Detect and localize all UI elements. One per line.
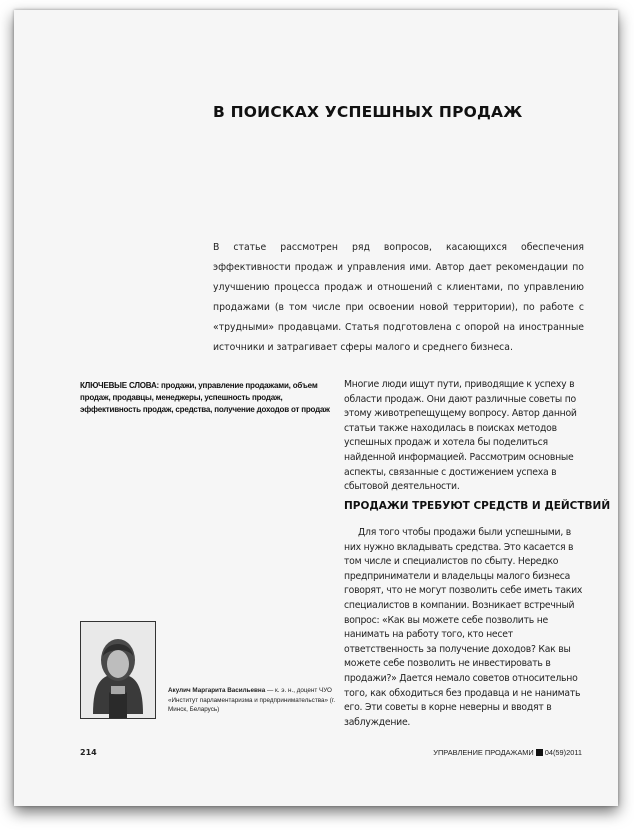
author-name: Акулич Маргарита Васильевна [168,687,266,694]
author-photo [80,621,156,719]
document-page [14,10,618,806]
article-abstract: В статье рассмотрен ряд вопросов, касающихся обеспечения эффективности продаж и управления ими. Автор дает рекомендации по улучшению процесса продаж и отношений с клиентами, по управлению продажами (в том числе при освоении новой территории), по работе с «трудными» продавцами. Статья подготовлена с опорой на иностранные источники и затрагивает сферы малого и среднего бизнеса. [213,242,584,353]
square-bullet-icon [536,749,543,756]
author-caption [168,686,338,715]
keywords-text: продажи, управление продажами, объем продаж, продавцы, менеджеры, успешность продаж, эффективность продаж, средства, получение доходов от продаж [80,381,330,414]
section-heading: ПРОДАЖИ ТРЕБУЮТ СРЕДСТВ И ДЕЙСТВИЙ [344,500,611,512]
footer-journal [433,748,582,757]
section-body: Для того чтобы продажи были успешными, в них нужно вкладывать средства. Это касается в том числе и специалистов по сбыту. Нередко предприниматели и владельцы малого бизнеса говорят, что не могут позволить себе иметь таких специалистов в компании. Возникает встречный вопрос: «Как вы можете себе позволить не нанимать на работу того, кто несет ответственность за получение доходов? Как вы можете себе позволить не инвестировать в продажи?» Дается немало советов относительно того, как обходиться без продавца и не нанимать его. Эти советы в корне неверны и вводят в заблуждение. [344,527,583,728]
author-details: — к. э. н., доцент ЧУО «Институт парламентаризма и предпринимательства» (г. Минск, Беларусь) [168,687,336,714]
author-portrait-icon [81,622,155,718]
keywords-label: КЛЮЧЕВЫЕ СЛОВА: [80,381,160,390]
article-title: В ПОИСКАХ УСПЕШНЫХ ПРОДАЖ [213,103,523,121]
keywords-block [80,380,331,416]
journal-name: УПРАВЛЕНИЕ ПРОДАЖАМИ [433,748,534,757]
intro-paragraph: Многие люди ищут пути, приводящие к успеху в области продаж. Они дают различные советы по этому животрепещущему вопросу. Автор данной статьи также находилась в поисках методов успешных продаж и хотела бы поделиться найденной информацией. Рассмотрим основные аспекты, связанные с достижением успеха в сбытовой деятельности. [344,379,577,493]
page-number: 214 [80,748,97,757]
journal-issue: 04(59)2011 [544,748,582,757]
